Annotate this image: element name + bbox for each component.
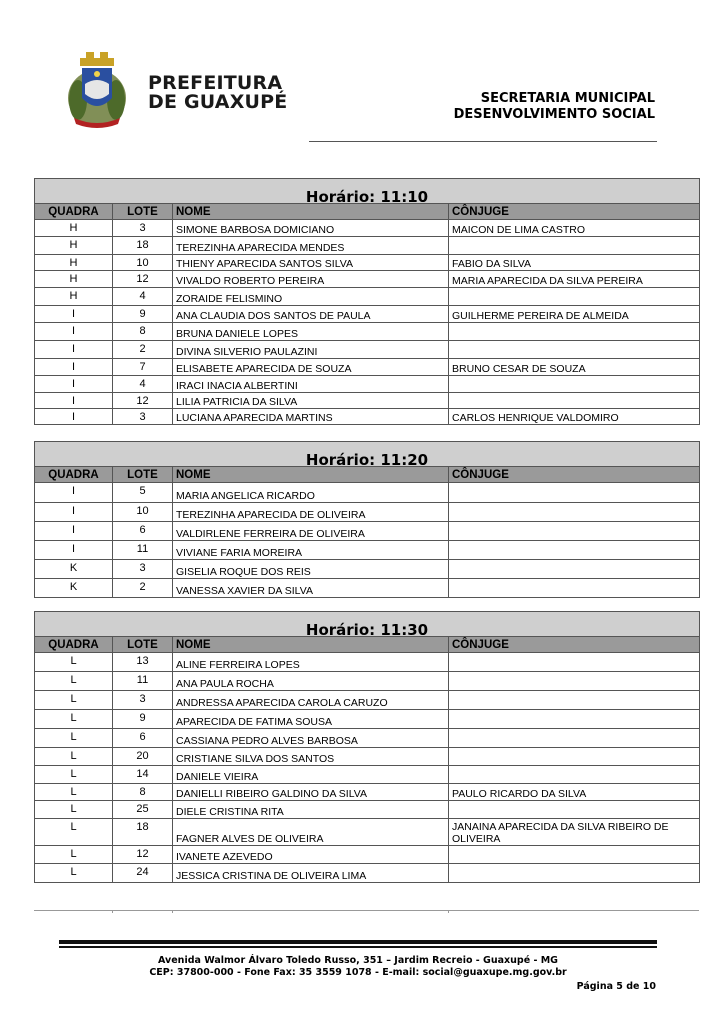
cell-quadra: K (35, 560, 113, 579)
cell-conjuge (449, 710, 700, 729)
cell-quadra: H (35, 271, 113, 288)
cell-lote: 6 (113, 522, 173, 541)
cell-nome: VANESSA XAVIER DA SILVA (173, 579, 449, 598)
tick (448, 910, 449, 913)
cell-conjuge (449, 503, 700, 522)
cell-nome: TEREZINHA APARECIDA MENDES (173, 237, 449, 255)
cell-conjuge (449, 522, 700, 541)
cell-quadra: I (35, 359, 113, 376)
cell-lote: 4 (113, 376, 173, 393)
logo-line-1: PREFEITURA (148, 72, 283, 94)
cell-quadra: L (35, 691, 113, 710)
schedule-section-1130 (34, 611, 699, 883)
col-lote: LOTE (113, 204, 173, 220)
tick (112, 910, 113, 913)
cell-nome: IRACI INACIA ALBERTINI (173, 376, 449, 393)
cell-nome: IVANETE AZEVEDO (173, 846, 449, 864)
table-row (35, 503, 700, 522)
cell-nome: JESSICA CRISTINA DE OLIVEIRA LIMA (173, 864, 449, 883)
cell-lote: 3 (113, 409, 173, 425)
section-title: Horário: 11:10 (35, 179, 700, 204)
cell-quadra: I (35, 503, 113, 522)
cell-nome: SIMONE BARBOSA DOMICIANO (173, 220, 449, 237)
schedule-table (34, 441, 700, 598)
cell-quadra: H (35, 220, 113, 237)
schedule-table (34, 611, 700, 883)
secretaria-line-2: DESENVOLVIMENTO SOCIAL (453, 107, 655, 122)
table-row (35, 255, 700, 271)
cell-lote: 11 (113, 541, 173, 560)
cell-quadra: H (35, 288, 113, 306)
cell-conjuge (449, 393, 700, 409)
table-header-row (35, 467, 700, 483)
cell-lote: 18 (113, 819, 173, 846)
cell-conjuge (449, 237, 700, 255)
cell-conjuge (449, 748, 700, 766)
table-row (35, 801, 700, 819)
col-quadra: QUADRA (35, 467, 113, 483)
cell-quadra: L (35, 729, 113, 748)
cell-lote: 10 (113, 503, 173, 522)
cell-quadra: L (35, 846, 113, 864)
cell-lote: 2 (113, 341, 173, 359)
table-row (35, 691, 700, 710)
schedule-section-1120 (34, 441, 699, 598)
cell-conjuge (449, 579, 700, 598)
cell-quadra: I (35, 341, 113, 359)
cell-conjuge (449, 801, 700, 819)
cell-lote: 5 (113, 483, 173, 503)
cell-conjuge: FABIO DA SILVA (449, 255, 700, 271)
prefeitura-logo (48, 32, 310, 140)
table-row (35, 864, 700, 883)
cell-quadra: I (35, 522, 113, 541)
cell-nome: VALDIRLENE FERREIRA DE OLIVEIRA (173, 522, 449, 541)
cell-conjuge: MAICON DE LIMA CASTRO (449, 220, 700, 237)
table-row (35, 748, 700, 766)
table-row (35, 784, 700, 801)
city-crest-icon (66, 48, 128, 130)
cell-conjuge (449, 846, 700, 864)
col-nome: NOME (173, 467, 449, 483)
cell-conjuge (449, 691, 700, 710)
section-title: Horário: 11:30 (35, 612, 700, 637)
table-row (35, 306, 700, 323)
table-row (35, 846, 700, 864)
table-end-rule (34, 910, 699, 911)
cell-quadra: L (35, 653, 113, 672)
cell-lote: 10 (113, 255, 173, 271)
table-row (35, 672, 700, 691)
cell-lote: 14 (113, 766, 173, 784)
footer-divider-thin (59, 946, 657, 948)
cell-quadra: K (35, 579, 113, 598)
cell-conjuge (449, 766, 700, 784)
cell-nome: VIVIANE FARIA MOREIRA (173, 541, 449, 560)
cell-lote: 13 (113, 653, 173, 672)
cell-quadra: L (35, 748, 113, 766)
cell-lote: 3 (113, 560, 173, 579)
cell-quadra: H (35, 255, 113, 271)
cell-conjuge (449, 483, 700, 503)
col-quadra: QUADRA (35, 637, 113, 653)
logo-line-2: DE GUAXUPÉ (148, 91, 288, 113)
cell-quadra: I (35, 409, 113, 425)
cell-nome: GISELIA ROQUE DOS REIS (173, 560, 449, 579)
cell-lote: 25 (113, 801, 173, 819)
cell-nome: ALINE FERREIRA LOPES (173, 653, 449, 672)
cell-conjuge (449, 560, 700, 579)
cell-nome: ZORAIDE FELISMINO (173, 288, 449, 306)
table-row (35, 376, 700, 393)
col-nome: NOME (173, 637, 449, 653)
table-row (35, 393, 700, 409)
cell-quadra: I (35, 541, 113, 560)
cell-lote: 2 (113, 579, 173, 598)
cell-nome: DIELE CRISTINA RITA (173, 801, 449, 819)
cell-nome: THIENY APARECIDA SANTOS SILVA (173, 255, 449, 271)
table-row (35, 579, 700, 598)
cell-lote: 24 (113, 864, 173, 883)
table-row (35, 288, 700, 306)
cell-quadra: I (35, 483, 113, 503)
table-row (35, 323, 700, 341)
cell-conjuge (449, 288, 700, 306)
cell-conjuge: PAULO RICARDO DA SILVA (449, 784, 700, 801)
table-row (35, 710, 700, 729)
cell-lote: 12 (113, 846, 173, 864)
cell-nome: LILIA PATRICIA DA SILVA (173, 393, 449, 409)
cell-conjuge (449, 376, 700, 393)
cell-lote: 7 (113, 359, 173, 376)
cell-lote: 9 (113, 710, 173, 729)
table-header-row (35, 637, 700, 653)
cell-nome: LUCIANA APARECIDA MARTINS (173, 409, 449, 425)
schedule-table (34, 178, 700, 425)
col-quadra: QUADRA (35, 204, 113, 220)
table-row (35, 522, 700, 541)
footer-divider-thick (59, 940, 657, 944)
table-row (35, 409, 700, 425)
cell-conjuge (449, 653, 700, 672)
cell-lote: 3 (113, 691, 173, 710)
cell-lote: 6 (113, 729, 173, 748)
cell-lote: 12 (113, 393, 173, 409)
cell-nome: FAGNER ALVES DE OLIVEIRA (173, 819, 449, 846)
cell-nome: DIVINA SILVERIO PAULAZINI (173, 341, 449, 359)
cell-nome: TEREZINHA APARECIDA DE OLIVEIRA (173, 503, 449, 522)
cell-conjuge: JANAINA APARECIDA DA SILVA RIBEIRO DE OLIVEIRA (449, 819, 700, 846)
table-row (35, 237, 700, 255)
table-row (35, 271, 700, 288)
col-lote: LOTE (113, 637, 173, 653)
cell-lote: 11 (113, 672, 173, 691)
col-conjuge: CÔNJUGE (449, 637, 700, 653)
cell-conjuge (449, 541, 700, 560)
cell-nome: ANA PAULA ROCHA (173, 672, 449, 691)
cell-quadra: L (35, 710, 113, 729)
table-row (35, 483, 700, 503)
col-nome: NOME (173, 204, 449, 220)
table-row (35, 560, 700, 579)
table-row (35, 729, 700, 748)
cell-quadra: L (35, 819, 113, 846)
cell-conjuge (449, 729, 700, 748)
cell-nome: APARECIDA DE FATIMA SOUSA (173, 710, 449, 729)
cell-conjuge (449, 323, 700, 341)
cell-nome: ANA CLAUDIA DOS SANTOS DE PAULA (173, 306, 449, 323)
cell-lote: 4 (113, 288, 173, 306)
page-number: Página 5 de 10 (576, 981, 656, 992)
cell-lote: 9 (113, 306, 173, 323)
cell-quadra: L (35, 864, 113, 883)
table-row (35, 359, 700, 376)
section-title: Horário: 11:20 (35, 442, 700, 467)
tick (172, 910, 173, 913)
table-row (35, 341, 700, 359)
cell-quadra: L (35, 766, 113, 784)
cell-nome: ANDRESSA APARECIDA CAROLA CARUZO (173, 691, 449, 710)
table-row (35, 541, 700, 560)
col-conjuge: CÔNJUGE (449, 467, 700, 483)
cell-lote: 20 (113, 748, 173, 766)
cell-lote: 12 (113, 271, 173, 288)
secretaria-line-1: SECRETARIA MUNICIPAL (480, 91, 655, 106)
cell-conjuge: MARIA APARECIDA DA SILVA PEREIRA (449, 271, 700, 288)
cell-conjuge: BRUNO CESAR DE SOUZA (449, 359, 700, 376)
col-conjuge: CÔNJUGE (449, 204, 700, 220)
table-header-row (35, 204, 700, 220)
cell-lote: 8 (113, 323, 173, 341)
cell-nome: CRISTIANE SILVA DOS SANTOS (173, 748, 449, 766)
cell-nome: DANIELE VIEIRA (173, 766, 449, 784)
cell-conjuge: CARLOS HENRIQUE VALDOMIRO (449, 409, 700, 425)
footer-contact: CEP: 37800-000 - Fone Fax: 35 3559 1078 - E-mail: social@guaxupe.mg.gov.br (149, 967, 567, 978)
table-row (35, 653, 700, 672)
cell-quadra: I (35, 323, 113, 341)
footer-address: Avenida Walmor Álvaro Toledo Russo, 351 – Jardim Recreio - Guaxupé - MG (158, 955, 558, 966)
cell-lote: 8 (113, 784, 173, 801)
table-row (35, 766, 700, 784)
cell-lote: 3 (113, 220, 173, 237)
cell-conjuge (449, 341, 700, 359)
cell-quadra: I (35, 306, 113, 323)
cell-nome: CASSIANA PEDRO ALVES BARBOSA (173, 729, 449, 748)
cell-quadra: H (35, 237, 113, 255)
table-row (35, 819, 700, 846)
cell-conjuge (449, 864, 700, 883)
header-divider (309, 141, 657, 142)
footer-address-block (59, 955, 657, 979)
cell-quadra: L (35, 672, 113, 691)
cell-quadra: I (35, 393, 113, 409)
cell-conjuge: GUILHERME PEREIRA DE ALMEIDA (449, 306, 700, 323)
cell-quadra: L (35, 801, 113, 819)
col-lote: LOTE (113, 467, 173, 483)
cell-nome: BRUNA DANIELE LOPES (173, 323, 449, 341)
cell-conjuge (449, 672, 700, 691)
cell-quadra: I (35, 376, 113, 393)
cell-nome: MARIA ANGELICA RICARDO (173, 483, 449, 503)
cell-quadra: L (35, 784, 113, 801)
cell-nome: ELISABETE APARECIDA DE SOUZA (173, 359, 449, 376)
cell-nome: VIVALDO ROBERTO PEREIRA (173, 271, 449, 288)
cell-lote: 18 (113, 237, 173, 255)
table-row (35, 220, 700, 237)
secretaria-title (454, 91, 655, 123)
schedule-section-1110 (34, 178, 699, 425)
cell-nome: DANIELLI RIBEIRO GALDINO DA SILVA (173, 784, 449, 801)
